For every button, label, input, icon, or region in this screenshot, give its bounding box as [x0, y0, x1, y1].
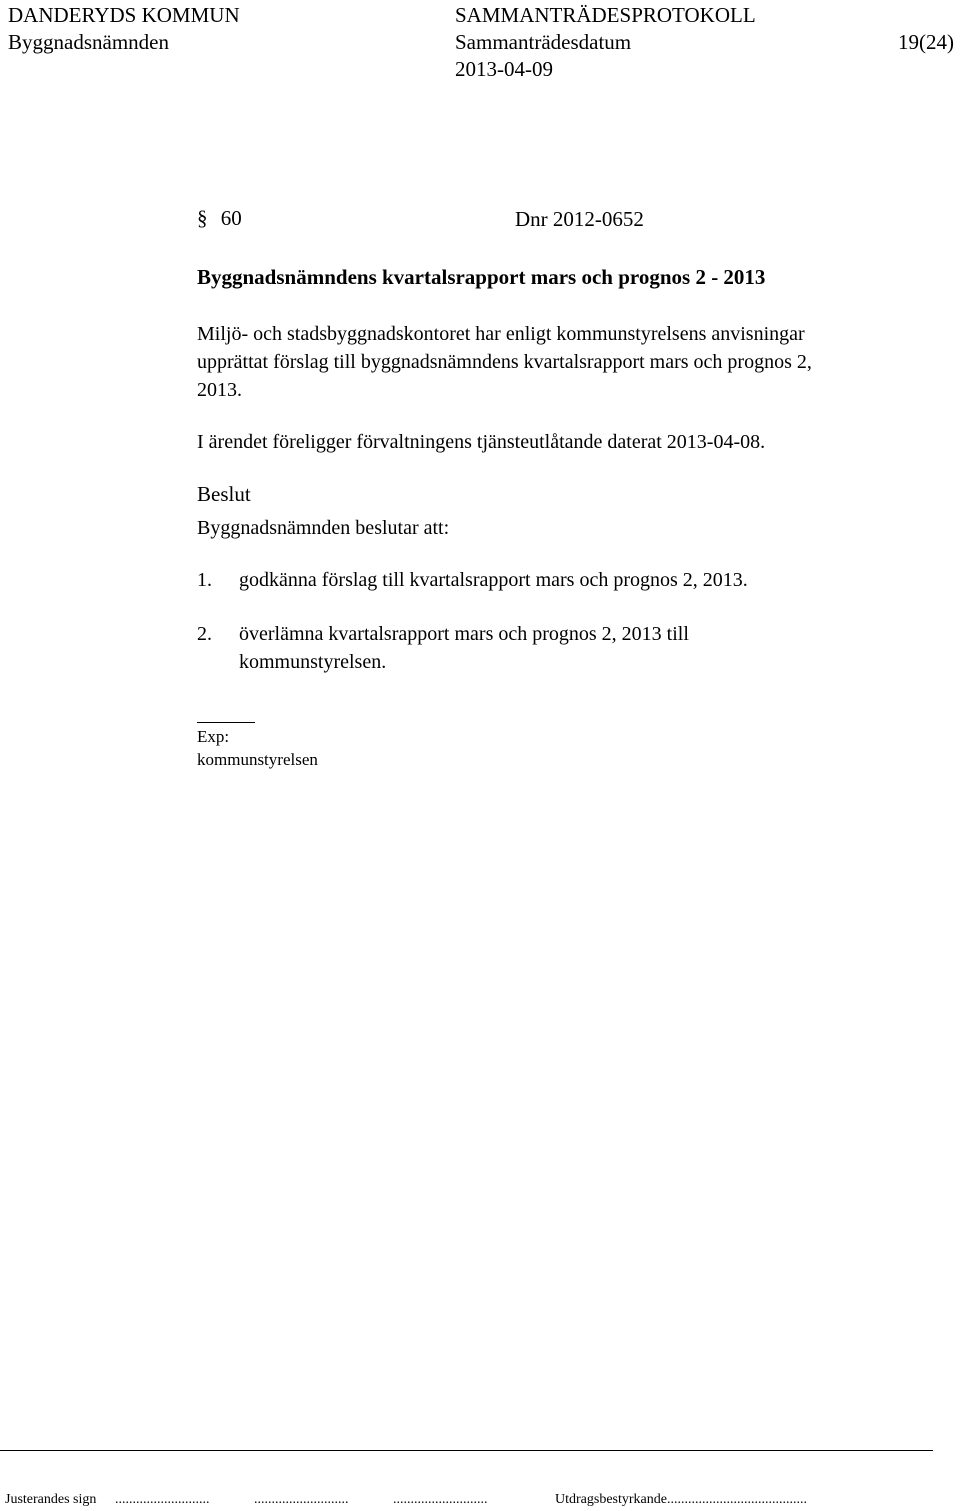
meeting-date-label: Sammanträdesdatum: [455, 30, 632, 54]
section-number: 60: [220, 206, 242, 230]
diary-number: Dnr 2012-0652: [515, 207, 644, 231]
signature-dots: ...........................: [115, 1492, 210, 1507]
text-line: överlämna kvartalsrapport mars och prognos 2, 2013 till: [239, 623, 689, 645]
text-line: upprättat förslag till byggnadsnämndens kvartalsrapport mars och prognos 2,: [197, 351, 812, 373]
section-symbol: §: [197, 206, 208, 230]
page-number: 19(24): [898, 30, 954, 54]
exp-recipient: kommunstyrelsen: [197, 750, 318, 769]
text-line: kommunstyrelsen.: [239, 651, 387, 673]
exp-label: Exp:: [197, 727, 230, 746]
footer-divider: [0, 1450, 933, 1451]
document-type: SAMMANTRÄDESPROTOKOLL: [455, 3, 756, 27]
meeting-date: 2013-04-09: [455, 57, 553, 81]
paragraph-number: [197, 206, 242, 231]
page-title: Byggnadsnämndens kvartalsrapport mars och prognos 2 - 2013: [197, 265, 766, 289]
text-line: 2013.: [197, 379, 242, 401]
intro-paragraph: [197, 320, 812, 404]
text-line: Miljö- och stadsbyggnadskontoret har enligt kommunstyrelsens anvisningar: [197, 323, 805, 345]
signature-dots: ...........................: [254, 1492, 349, 1507]
decision-item-1-text: godkänna förslag till kvartalsrapport mars och prognos 2, 2013.: [239, 569, 748, 591]
decision-item-1-number: 1.: [197, 569, 212, 591]
decision-intro: Byggnadsnämnden beslutar att:: [197, 517, 450, 539]
exp-divider: [197, 722, 255, 723]
decision-item-2-text: [239, 620, 689, 676]
board-name: Byggnadsnämnden: [8, 30, 169, 54]
org-name: DANDERYDS KOMMUN: [8, 3, 240, 27]
decision-heading: Beslut: [197, 482, 251, 506]
signature-dots: ...........................: [393, 1492, 488, 1507]
adjusters-sign-label: Justerandes sign: [5, 1492, 97, 1507]
extract-certification-label: Utdragsbestyrkande........................................: [555, 1492, 807, 1507]
decision-item-2-number: 2.: [197, 623, 212, 645]
referral-paragraph: I ärendet föreligger förvaltningens tjänsteutlåtande daterat 2013-04-08.: [197, 431, 766, 453]
